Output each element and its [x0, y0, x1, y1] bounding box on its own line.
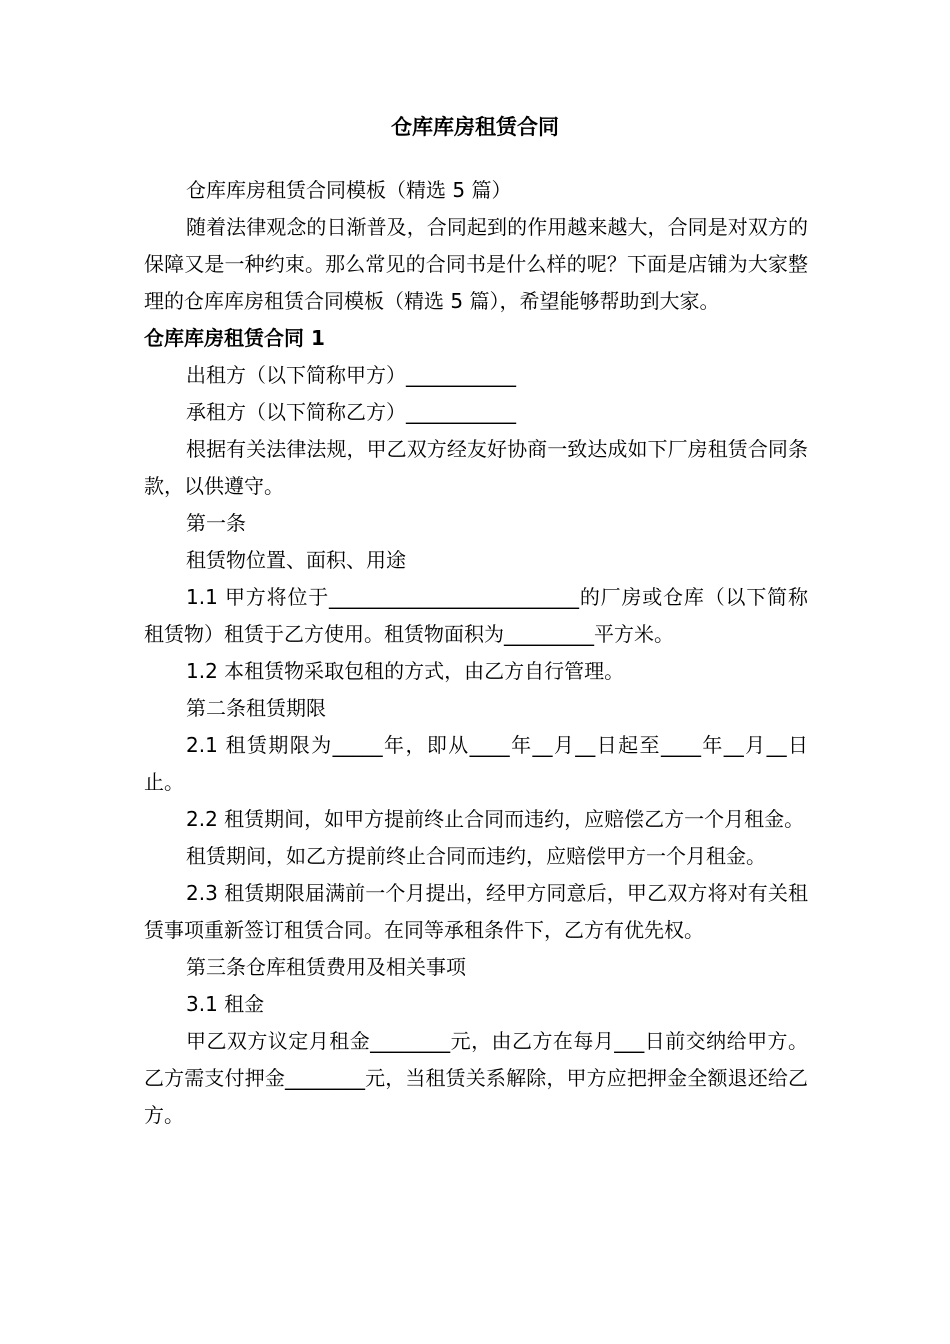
clause-3-1: 3.1 租金	[186, 992, 265, 1016]
clause-2-1: 2.1 租赁期限为_____年，即从____年__月__日起至____年__月__日止。	[144, 733, 808, 794]
clause-1-1: 1.1 甲方将位于_________________________的厂房或仓库（以下简称租赁物）租赁于乙方使用。租赁物面积为_________平方米。	[144, 585, 808, 646]
paragraph-intro: 随着法律观念的日渐普及，合同起到的作用越来越大，合同是对双方的保障又是一种约束。那么常见的合同书是什么样的呢？下面是店铺为大家整理的仓库库房租赁合同模板（精选 5 篇），希望能够帮助到大家。	[144, 215, 808, 313]
document-body	[144, 172, 808, 1134]
paragraph-lessee: 承租方（以下简称乙方）___________	[186, 400, 516, 424]
section-heading: 仓库库房租赁合同 1	[144, 326, 325, 350]
article-2-heading: 第二条租赁期限	[186, 696, 326, 720]
clause-1-2: 1.2 本租赁物采取包租的方式，由乙方自行管理。	[186, 659, 625, 683]
article-3-heading: 第三条仓库租赁费用及相关事项	[186, 955, 466, 979]
paragraph-lessor: 出租方（以下简称甲方）___________	[186, 363, 516, 387]
clause-2-2: 2.2 租赁期间，如甲方提前终止合同而违约，应赔偿乙方一个月租金。	[186, 807, 805, 831]
clause-3-1-rent: 甲乙双方议定月租金________元，由乙方在每月___日前交纳给甲方。乙方需支付押金________元，当租赁关系解除，甲方应把押金全额退还给乙方。	[144, 1029, 808, 1127]
clause-2-3: 2.3 租赁期限届满前一个月提出，经甲方同意后，甲乙双方将对有关租赁事项重新签订租赁合同。在同等承租条件下，乙方有优先权。	[144, 881, 808, 942]
article-1-subject: 租赁物位置、面积、用途	[186, 548, 406, 572]
paragraph-subtitle: 仓库库房租赁合同模板（精选 5 篇）	[186, 178, 512, 202]
paragraph-preamble: 根据有关法律法规，甲乙双方经友好协商一致达成如下厂房租赁合同条款，以供遵守。	[144, 437, 808, 498]
clause-2-2-continued: 租赁期间，如乙方提前终止合同而违约，应赔偿甲方一个月租金。	[186, 844, 766, 868]
article-1-heading: 第一条	[186, 511, 246, 535]
document-title: 仓库库房租赁合同	[391, 115, 559, 139]
